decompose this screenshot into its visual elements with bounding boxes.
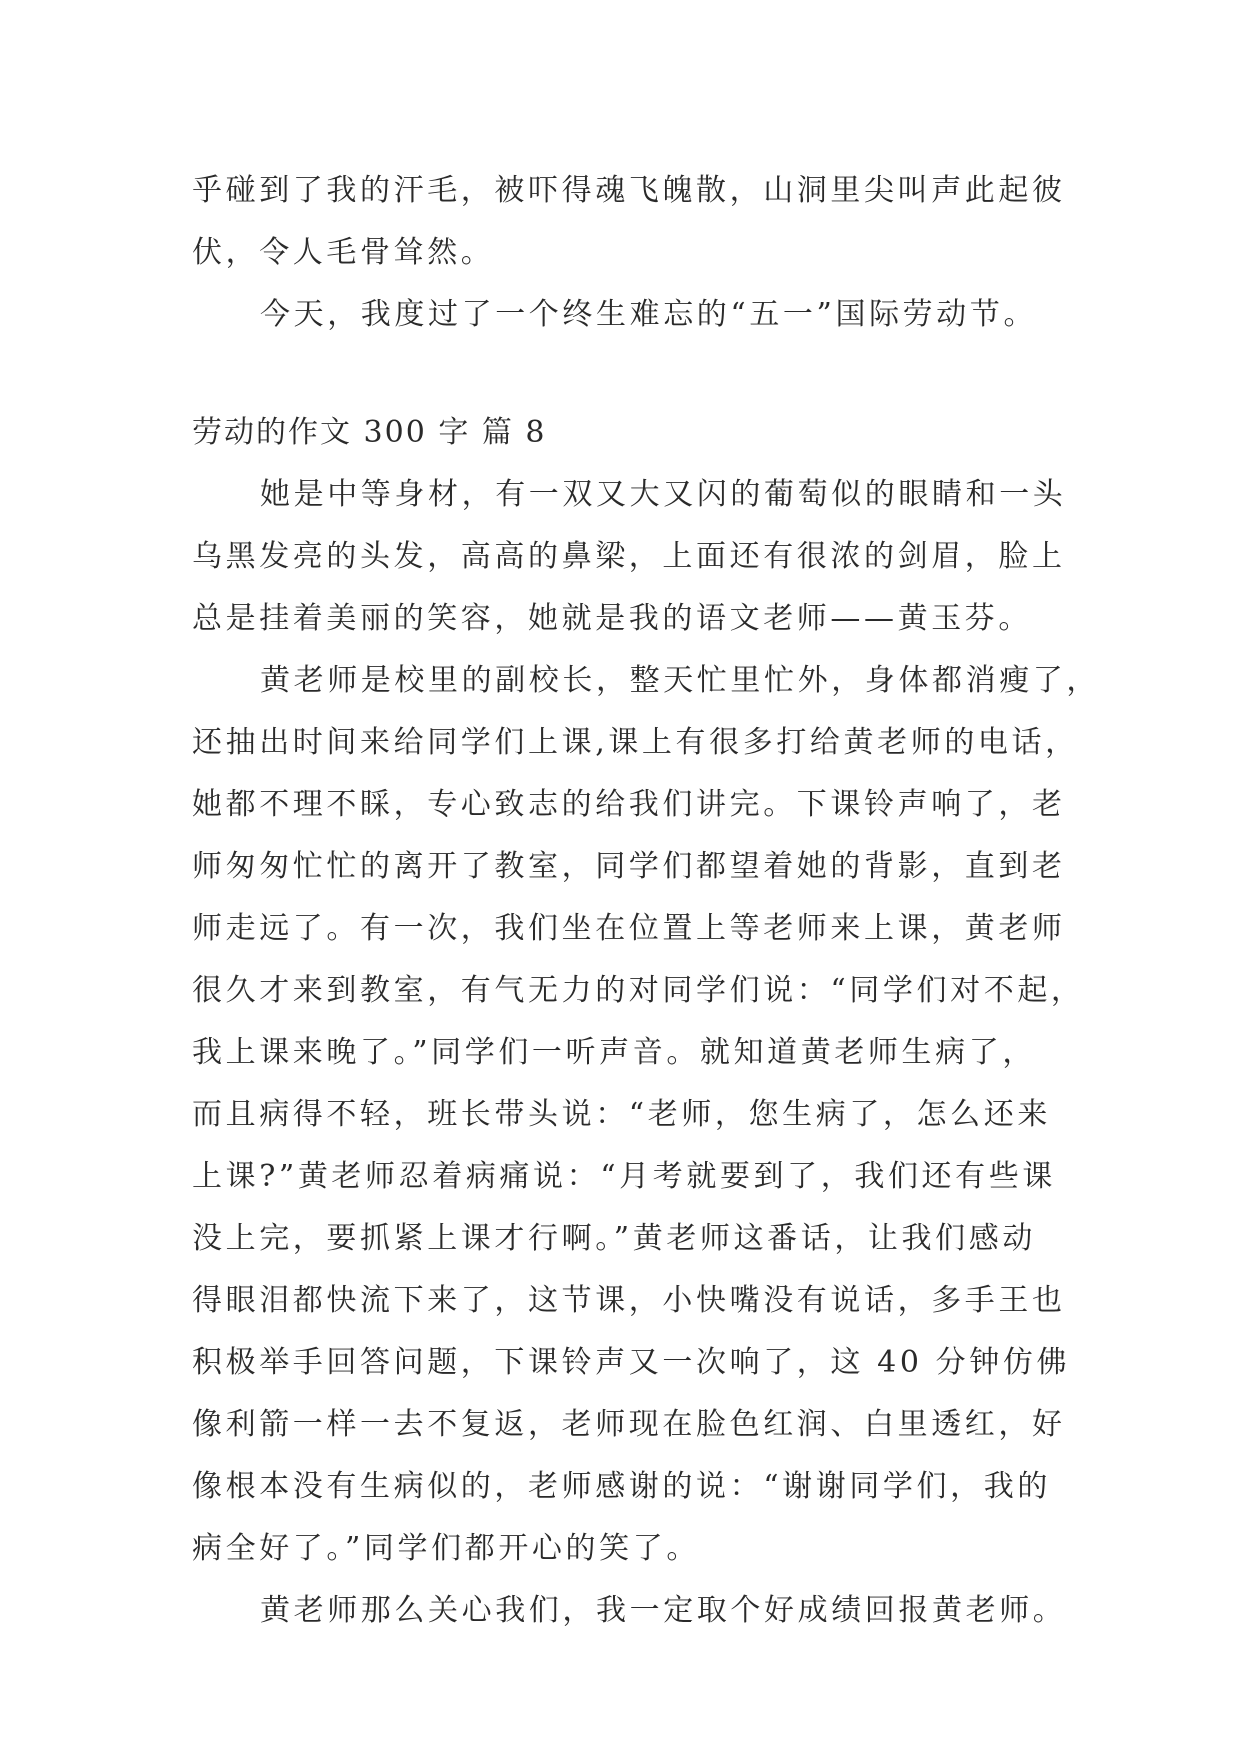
paragraph (192, 1580, 1072, 1642)
text-line: 师匆匆忙忙的离开了教室，同学们都望着她的背影，直到老 (192, 849, 1066, 884)
paragraph (192, 464, 1072, 650)
text-line: 黄老师是校里的副校长，整天忙里忙外，身体都消瘦了， (260, 663, 1100, 698)
text-line: 还抽出时间来给同学们上课,课上有很多打给黄老师的电话， (192, 725, 1079, 760)
text-line: 没上完，要抓紧上课才行啊。”黄老师这番话，让我们感动 (192, 1221, 1036, 1256)
text-line: 师走远了。有一次，我们坐在位置上等老师来上课，黄老师 (192, 911, 1066, 946)
text-line: 她都不理不睬，专心致志的给我们讲完。下课铃声响了，老 (192, 787, 1066, 822)
text-line: 而且病得不轻，班长带头说：“老师，您生病了，怎么还来 (192, 1097, 1051, 1132)
text-line: 乌黑发亮的头发，高高的鼻梁，上面还有很浓的剑眉，脸上 (192, 539, 1066, 574)
text-line: 我上课来晚了。”同学们一听声音。就知道黄老师生病了， (192, 1035, 1036, 1070)
paragraph (192, 160, 1072, 284)
paragraph (192, 650, 1100, 1580)
text-line: 积极举手回答问题，下课铃声又一次响了，这 40 分钟仿佛 (192, 1345, 1071, 1380)
text-line: 很久才来到教室，有气无力的对同学们说：“同学们对不起， (192, 973, 1085, 1008)
text-line: 她是中等身材，有一双又大又闪的葡萄似的眼睛和一头 (260, 477, 1067, 512)
text-line: 伏，令人毛骨耸然。 (192, 235, 495, 270)
section-heading: 劳动的作文 300 字 篇 8 (192, 415, 547, 450)
text-line: 上课?”黄老师忍着病痛说：“月考就要到了，我们还有些课 (192, 1159, 1056, 1194)
paragraph (192, 284, 1072, 346)
text-line: 黄老师那么关心我们，我一定取个好成绩回报黄老师。 (260, 1593, 1067, 1628)
document-page (192, 160, 1100, 1642)
text-line: 总是挂着美丽的笑容，她就是我的语文老师——黄玉芬。 (192, 601, 1032, 636)
text-line: 像利箭一样一去不复返，老师现在脸色红润、白里透红，好 (192, 1407, 1066, 1442)
text-line: 得眼泪都快流下来了，这节课，小快嘴没有说话，多手王也 (192, 1283, 1066, 1318)
text-line: 乎碰到了我的汗毛，被吓得魂飞魄散，山洞里尖叫声此起彼 (192, 173, 1066, 208)
text-line: 今天，我度过了一个终生难忘的“五一”国际劳动节。 (260, 297, 1038, 332)
text-line: 像根本没有生病似的，老师感谢的说：“谢谢同学们，我的 (192, 1469, 1051, 1504)
text-line: 病全好了。”同学们都开心的笑了。 (192, 1531, 700, 1566)
